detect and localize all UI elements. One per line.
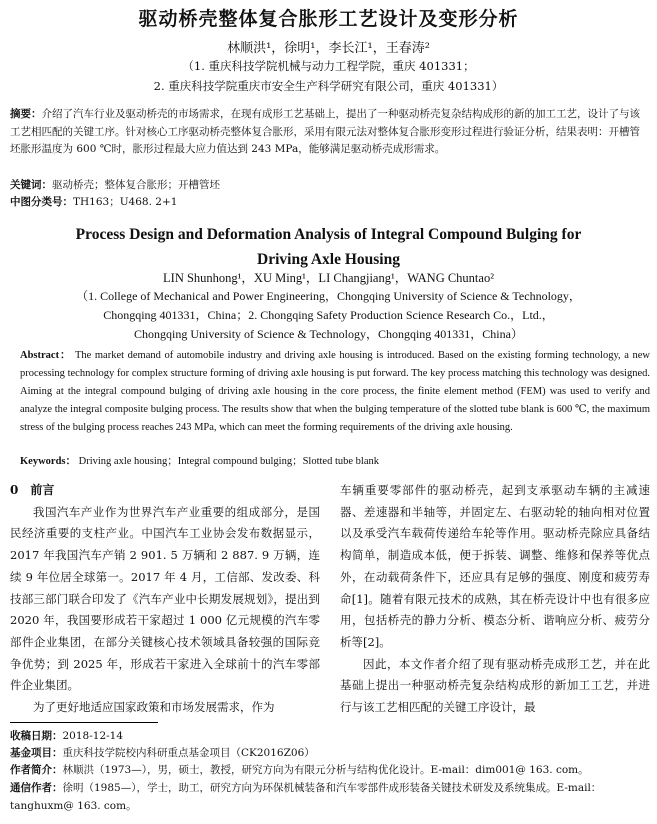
corr-text: 徐明（1985—），学士，助工，研究方向为环保机械装备和汽车零部件成形装备关键技术研发及系统集成。E-mail：tanghuxm@ 163. com。 <box>10 782 602 812</box>
authors-cn: 林顺洪¹，徐明¹，李长江¹，王春涛² <box>227 41 430 56</box>
body-right-column <box>340 480 650 719</box>
keywords-en-label: Keywords： <box>20 456 76 467</box>
fund-label: 基金项目： <box>10 747 63 759</box>
abstract-cn <box>10 106 650 159</box>
affiliation-en-line-3: Chongqing University of Science & Technology，Chongqing 401331，China） <box>134 327 523 341</box>
keywords-cn-text: 驱动桥壳；整体复合胀形；开槽管坯 <box>52 179 220 191</box>
abstract-en-text: The market demand of automobile industry and driving axle housing is introduced. Based on the existing forming technology, a new processing technology for complex structure forming of driving axle housing is put forward. The key process matching this technology was designed. Aiming at the integral compound bulging of driving axle housing in the core process, the finite element method (FEM) was used to verify and analyze the integral composite bulging process. The results show that when the bulging temperature of the slotted tube blank is 600 ℃, the maximum stress of the bulging process reaches 243 MPa, which can meet the forming requirements of the driving axle housing. <box>20 350 651 433</box>
bio-label: 作者简介： <box>10 764 63 776</box>
clc-label: 中图分类号： <box>10 196 73 208</box>
footnote-author-bio <box>10 762 650 780</box>
affiliation-en-line-2: Chongqing 401331，China；2. Chongqing Safety Production Science Research Co.，Ltd.， <box>103 308 554 322</box>
keywords-en-text: Driving axle housing；Integral compound bulging；Slotted tube blank <box>78 456 379 467</box>
clc-number <box>10 194 650 212</box>
paper-title-en-text: Process Design and Deformation Analysis of Integral Compound Bulging for Driving Axle Housing <box>75 226 582 268</box>
corr-label: 通信作者： <box>10 782 63 794</box>
received-label: 收稿日期： <box>10 730 63 742</box>
footnote-received <box>10 728 650 746</box>
keywords-cn <box>10 177 650 195</box>
clc-text: TH163；U468. 2+1 <box>73 196 178 208</box>
abstract-cn-text: 介绍了汽车行业及驱动桥壳的市场需求，在现有成形工艺基础上，提出了一种驱动桥壳复杂结构成形的新的加工工艺，设计了与该工艺相匹配的关键工序。针对核心工序驱动桥壳整体复合胀形，采用有限元法对整体复合胀形变形过程进行验证分析，结果表明：开槽管坯胀形温度为 600 ℃时，胀形过程最大应力值达到 243 MPa，能够满足驱动桥壳成形需求。 <box>10 108 640 155</box>
fund-text: 重庆科技学院校内科研重点基金项目（CK2016Z06） <box>62 747 315 759</box>
body-paragraph: 为了更好地适应国家政策和市场发展需求，作为 <box>33 700 275 715</box>
abstract-en-label: Abstract： <box>20 350 72 361</box>
section-heading: 0 前言 <box>10 483 55 497</box>
affiliation-cn-line-1: （1. 重庆科技学院机械与动力工程学院，重庆 401331； <box>182 59 475 73</box>
affiliation-en-line-1: （1. College of Mechanical and Power Engineering，Chongqing University of Science & Technology， <box>76 289 581 303</box>
received-text: 2018-12-14 <box>62 730 124 742</box>
body-paragraph: 车辆重要零部件的驱动桥壳，起到支承驱动车辆的主减速器、差速器和半轴等，并固定左、右驱动轮的轴向相对位置以及承受汽车载荷传递给车轮等作用。驱动桥壳除应具备结构简单，制造成本低，便于拆装、调整、维修和保养等优点外，在动载荷条件下，还应具有足够的强度、刚度和疲劳寿命[1]。随着有限元技术的成熟，其在桥壳设计中也有很多应用，包括桥壳的静力分析、模态分析、谐响应分析、疲劳分析等[2]。 <box>340 483 650 649</box>
authors-en: LIN Shunhong¹，XU Ming¹，LI Changjiang¹，WANG Chuntao² <box>163 271 494 285</box>
keywords-en <box>20 453 650 471</box>
paper-title-en <box>0 222 657 272</box>
affiliation-cn-line-2: 2. 重庆科技学院重庆市安全生产科学研究有限公司，重庆 401331） <box>153 79 504 93</box>
body-paragraph: 我国汽车产业作为世界汽车产业重要的组成部分，是国民经济重要的支柱产业。中国汽车工业协会发布数据显示，2017 年我国汽车产销 2 901. 5 万辆和 2 887. 9 万辆，连续 9 年位居全球第一。2017 年 4 月，工信部、发改委、科技部三部门联合印发了《汽车产业中长期发展规划》，提出到 2020 年，我国要形成若干家超过 1 000 亿元规模的汽车零部件企业集团，在部分关键核心技术领域具备较强的国际竞争优势；到 2025 年，形成若干家进入全球前十的汽车零部件企业集团。 <box>10 504 320 693</box>
abstract-cn-label: 摘要： <box>10 108 42 120</box>
footnote-divider <box>10 722 158 723</box>
paper-title-cn: 驱动桥壳整体复合胀形工艺设计及变形分析 <box>138 8 519 30</box>
bio-text: 林顺洪（1973—），男，硕士，教授，研究方向为有限元分析与结构优化设计。E-mail：dim001@ 163. com。 <box>62 764 589 776</box>
abstract-en <box>20 347 650 437</box>
body-paragraph: 因此，本文作者介绍了现有驱动桥壳成形工艺，并在此基础上提出一种驱动桥壳复杂结构成形的新加工工艺，并进行与该工艺相匹配的关键工序设计，最 <box>340 656 650 715</box>
footnote-fund <box>10 745 650 763</box>
keywords-cn-label: 关键词： <box>10 179 52 191</box>
footnote-corresponding <box>10 780 650 815</box>
body-left-column <box>10 480 320 719</box>
